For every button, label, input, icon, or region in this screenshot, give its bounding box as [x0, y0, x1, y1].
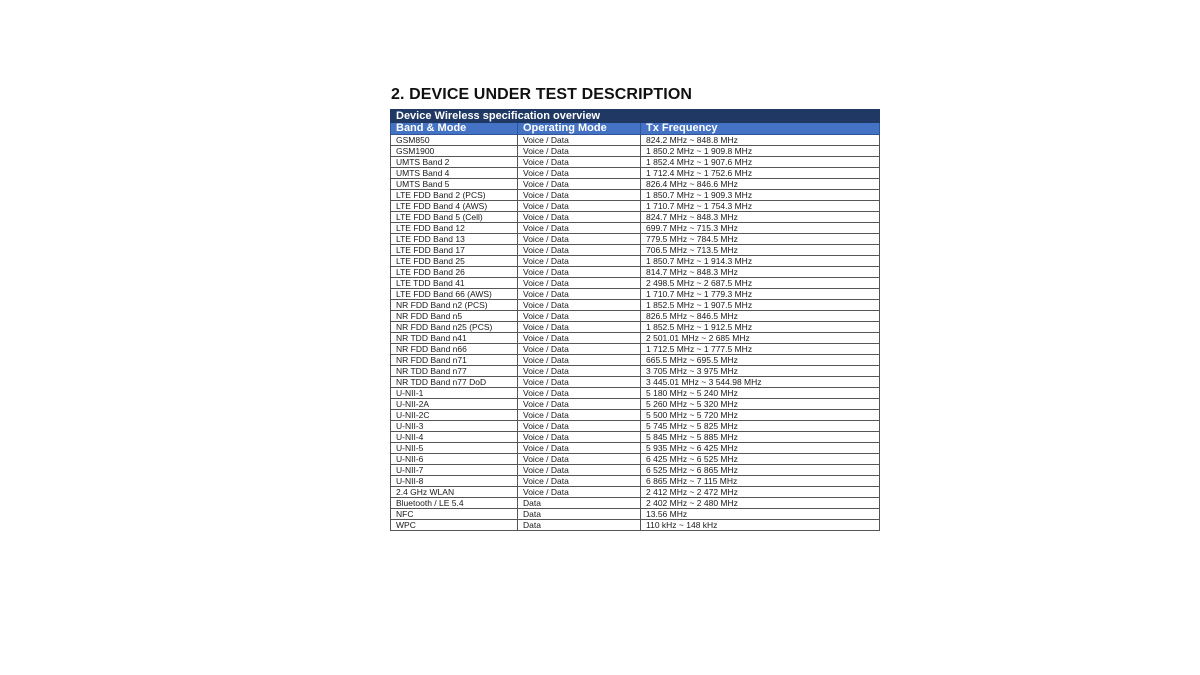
table-row	[391, 146, 880, 157]
table-caption: Device Wireless specification overview	[391, 110, 880, 123]
column-header-band-mode: Band & Mode	[391, 123, 518, 135]
band-mode-cell: NR FDD Band n25 (PCS)	[391, 322, 518, 333]
table-row	[391, 201, 880, 212]
tx-frequency-cell: 824.7 MHz ~ 848.3 MHz	[641, 212, 880, 223]
operating-mode-cell: Voice / Data	[518, 476, 641, 487]
table-row	[391, 223, 880, 234]
tx-frequency-cell: 3 705 MHz ~ 3 975 MHz	[641, 366, 880, 377]
tx-frequency-cell: 665.5 MHz ~ 695.5 MHz	[641, 355, 880, 366]
operating-mode-cell: Voice / Data	[518, 421, 641, 432]
tx-frequency-cell: 1 850.2 MHz ~ 1 909.8 MHz	[641, 146, 880, 157]
band-mode-cell: LTE FDD Band 2 (PCS)	[391, 190, 518, 201]
band-mode-cell: U-NII-2C	[391, 410, 518, 421]
table-row	[391, 388, 880, 399]
tx-frequency-cell: 3 445.01 MHz ~ 3 544.98 MHz	[641, 377, 880, 388]
table-row	[391, 190, 880, 201]
tx-frequency-cell: 6 425 MHz ~ 6 525 MHz	[641, 454, 880, 465]
table-row	[391, 212, 880, 223]
operating-mode-cell: Voice / Data	[518, 223, 641, 234]
band-mode-cell: U-NII-8	[391, 476, 518, 487]
table-row	[391, 168, 880, 179]
band-mode-cell: UMTS Band 2	[391, 157, 518, 168]
operating-mode-cell: Voice / Data	[518, 366, 641, 377]
band-mode-cell: LTE FDD Band 13	[391, 234, 518, 245]
band-mode-cell: NR TDD Band n77 DoD	[391, 377, 518, 388]
tx-frequency-cell: 826.4 MHz ~ 846.6 MHz	[641, 179, 880, 190]
band-mode-cell: NR TDD Band n41	[391, 333, 518, 344]
band-mode-cell: U-NII-5	[391, 443, 518, 454]
operating-mode-cell: Voice / Data	[518, 168, 641, 179]
operating-mode-cell: Voice / Data	[518, 245, 641, 256]
operating-mode-cell: Voice / Data	[518, 377, 641, 388]
tx-frequency-cell: 1 852.5 MHz ~ 1 907.5 MHz	[641, 300, 880, 311]
operating-mode-cell: Voice / Data	[518, 256, 641, 267]
tx-frequency-cell: 5 745 MHz ~ 5 825 MHz	[641, 421, 880, 432]
column-header-operating-mode: Operating Mode	[518, 123, 641, 135]
operating-mode-cell: Voice / Data	[518, 278, 641, 289]
wireless-spec-table	[390, 109, 880, 531]
table-row	[391, 267, 880, 278]
operating-mode-cell: Voice / Data	[518, 135, 641, 146]
tx-frequency-cell: 6 525 MHz ~ 6 865 MHz	[641, 465, 880, 476]
band-mode-cell: NR FDD Band n2 (PCS)	[391, 300, 518, 311]
table-caption-row	[391, 110, 880, 123]
table-row	[391, 377, 880, 388]
operating-mode-cell: Voice / Data	[518, 179, 641, 190]
table-row	[391, 476, 880, 487]
band-mode-cell: U-NII-3	[391, 421, 518, 432]
table-row	[391, 157, 880, 168]
band-mode-cell: LTE FDD Band 66 (AWS)	[391, 289, 518, 300]
table-row	[391, 344, 880, 355]
tx-frequency-cell: 5 260 MHz ~ 5 320 MHz	[641, 399, 880, 410]
band-mode-cell: LTE TDD Band 41	[391, 278, 518, 289]
tx-frequency-cell: 2 412 MHz ~ 2 472 MHz	[641, 487, 880, 498]
table-row	[391, 179, 880, 190]
band-mode-cell: NR FDD Band n66	[391, 344, 518, 355]
band-mode-cell: NR FDD Band n71	[391, 355, 518, 366]
band-mode-cell: WPC	[391, 520, 518, 531]
tx-frequency-cell: 1 712.5 MHz ~ 1 777.5 MHz	[641, 344, 880, 355]
table-row	[391, 278, 880, 289]
operating-mode-cell: Voice / Data	[518, 201, 641, 212]
band-mode-cell: Bluetooth / LE 5.4	[391, 498, 518, 509]
tx-frequency-cell: 814.7 MHz ~ 848.3 MHz	[641, 267, 880, 278]
tx-frequency-cell: 1 852.4 MHz ~ 1 907.6 MHz	[641, 157, 880, 168]
table-row	[391, 245, 880, 256]
tx-frequency-cell: 779.5 MHz ~ 784.5 MHz	[641, 234, 880, 245]
table-row	[391, 410, 880, 421]
table-row	[391, 432, 880, 443]
tx-frequency-cell: 699.7 MHz ~ 715.3 MHz	[641, 223, 880, 234]
band-mode-cell: U-NII-2A	[391, 399, 518, 410]
tx-frequency-cell: 1 710.7 MHz ~ 1 779.3 MHz	[641, 289, 880, 300]
operating-mode-cell: Voice / Data	[518, 388, 641, 399]
band-mode-cell: LTE FDD Band 4 (AWS)	[391, 201, 518, 212]
tx-frequency-cell: 13.56 MHz	[641, 509, 880, 520]
tx-frequency-cell: 5 500 MHz ~ 5 720 MHz	[641, 410, 880, 421]
operating-mode-cell: Voice / Data	[518, 333, 641, 344]
table-row	[391, 333, 880, 344]
operating-mode-cell: Voice / Data	[518, 190, 641, 201]
tx-frequency-cell: 1 852.5 MHz ~ 1 912.5 MHz	[641, 322, 880, 333]
table-row	[391, 355, 880, 366]
table-row	[391, 465, 880, 476]
band-mode-cell: NR TDD Band n77	[391, 366, 518, 377]
table-row	[391, 520, 880, 531]
operating-mode-cell: Voice / Data	[518, 355, 641, 366]
band-mode-cell: UMTS Band 5	[391, 179, 518, 190]
operating-mode-cell: Data	[518, 520, 641, 531]
table-row	[391, 421, 880, 432]
band-mode-cell: LTE FDD Band 25	[391, 256, 518, 267]
table-row	[391, 509, 880, 520]
section-title: 2. DEVICE UNDER TEST DESCRIPTION	[391, 86, 693, 103]
table-row	[391, 454, 880, 465]
tx-frequency-cell: 6 865 MHz ~ 7 115 MHz	[641, 476, 880, 487]
tx-frequency-cell: 110 kHz ~ 148 kHz	[641, 520, 880, 531]
band-mode-cell: GSM850	[391, 135, 518, 146]
table-row	[391, 322, 880, 333]
operating-mode-cell: Voice / Data	[518, 487, 641, 498]
table-row	[391, 135, 880, 146]
band-mode-cell: NFC	[391, 509, 518, 520]
table-row	[391, 487, 880, 498]
operating-mode-cell: Voice / Data	[518, 311, 641, 322]
tx-frequency-cell: 5 935 MHz ~ 6 425 MHz	[641, 443, 880, 454]
operating-mode-cell: Voice / Data	[518, 267, 641, 278]
band-mode-cell: U-NII-1	[391, 388, 518, 399]
band-mode-cell: U-NII-6	[391, 454, 518, 465]
band-mode-cell: 2.4 GHz WLAN	[391, 487, 518, 498]
document-page	[390, 84, 880, 531]
band-mode-cell: UMTS Band 4	[391, 168, 518, 179]
tx-frequency-cell: 826.5 MHz ~ 846.5 MHz	[641, 311, 880, 322]
column-header-tx-frequency: Tx Frequency	[641, 123, 880, 135]
operating-mode-cell: Voice / Data	[518, 234, 641, 245]
table-row	[391, 256, 880, 267]
operating-mode-cell: Voice / Data	[518, 443, 641, 454]
band-mode-cell: LTE FDD Band 12	[391, 223, 518, 234]
table-row	[391, 234, 880, 245]
tx-frequency-cell: 824.2 MHz ~ 848.8 MHz	[641, 135, 880, 146]
operating-mode-cell: Voice / Data	[518, 410, 641, 421]
table-row	[391, 289, 880, 300]
table-row	[391, 300, 880, 311]
operating-mode-cell: Voice / Data	[518, 300, 641, 311]
table-body	[391, 135, 880, 531]
band-mode-cell: NR FDD Band n5	[391, 311, 518, 322]
table-row	[391, 311, 880, 322]
operating-mode-cell: Voice / Data	[518, 399, 641, 410]
band-mode-cell: LTE FDD Band 26	[391, 267, 518, 278]
tx-frequency-cell: 5 845 MHz ~ 5 885 MHz	[641, 432, 880, 443]
band-mode-cell: LTE FDD Band 5 (Cell)	[391, 212, 518, 223]
table-row	[391, 498, 880, 509]
band-mode-cell: GSM1900	[391, 146, 518, 157]
operating-mode-cell: Voice / Data	[518, 432, 641, 443]
operating-mode-cell: Data	[518, 509, 641, 520]
operating-mode-cell: Voice / Data	[518, 212, 641, 223]
tx-frequency-cell: 2 501.01 MHz ~ 2 685 MHz	[641, 333, 880, 344]
operating-mode-cell: Voice / Data	[518, 157, 641, 168]
table-row	[391, 443, 880, 454]
operating-mode-cell: Voice / Data	[518, 322, 641, 333]
operating-mode-cell: Voice / Data	[518, 146, 641, 157]
band-mode-cell: U-NII-7	[391, 465, 518, 476]
table-row	[391, 366, 880, 377]
band-mode-cell: U-NII-4	[391, 432, 518, 443]
tx-frequency-cell: 1 712.4 MHz ~ 1 752.6 MHz	[641, 168, 880, 179]
tx-frequency-cell: 1 710.7 MHz ~ 1 754.3 MHz	[641, 201, 880, 212]
tx-frequency-cell: 2 402 MHz ~ 2 480 MHz	[641, 498, 880, 509]
tx-frequency-cell: 1 850.7 MHz ~ 1 914.3 MHz	[641, 256, 880, 267]
table-row	[391, 399, 880, 410]
tx-frequency-cell: 706.5 MHz ~ 713.5 MHz	[641, 245, 880, 256]
operating-mode-cell: Voice / Data	[518, 289, 641, 300]
band-mode-cell: LTE FDD Band 17	[391, 245, 518, 256]
operating-mode-cell: Voice / Data	[518, 465, 641, 476]
operating-mode-cell: Voice / Data	[518, 344, 641, 355]
table-header-row	[391, 123, 880, 135]
operating-mode-cell: Voice / Data	[518, 454, 641, 465]
tx-frequency-cell: 1 850.7 MHz ~ 1 909.3 MHz	[641, 190, 880, 201]
tx-frequency-cell: 5 180 MHz ~ 5 240 MHz	[641, 388, 880, 399]
tx-frequency-cell: 2 498.5 MHz ~ 2 687.5 MHz	[641, 278, 880, 289]
operating-mode-cell: Data	[518, 498, 641, 509]
